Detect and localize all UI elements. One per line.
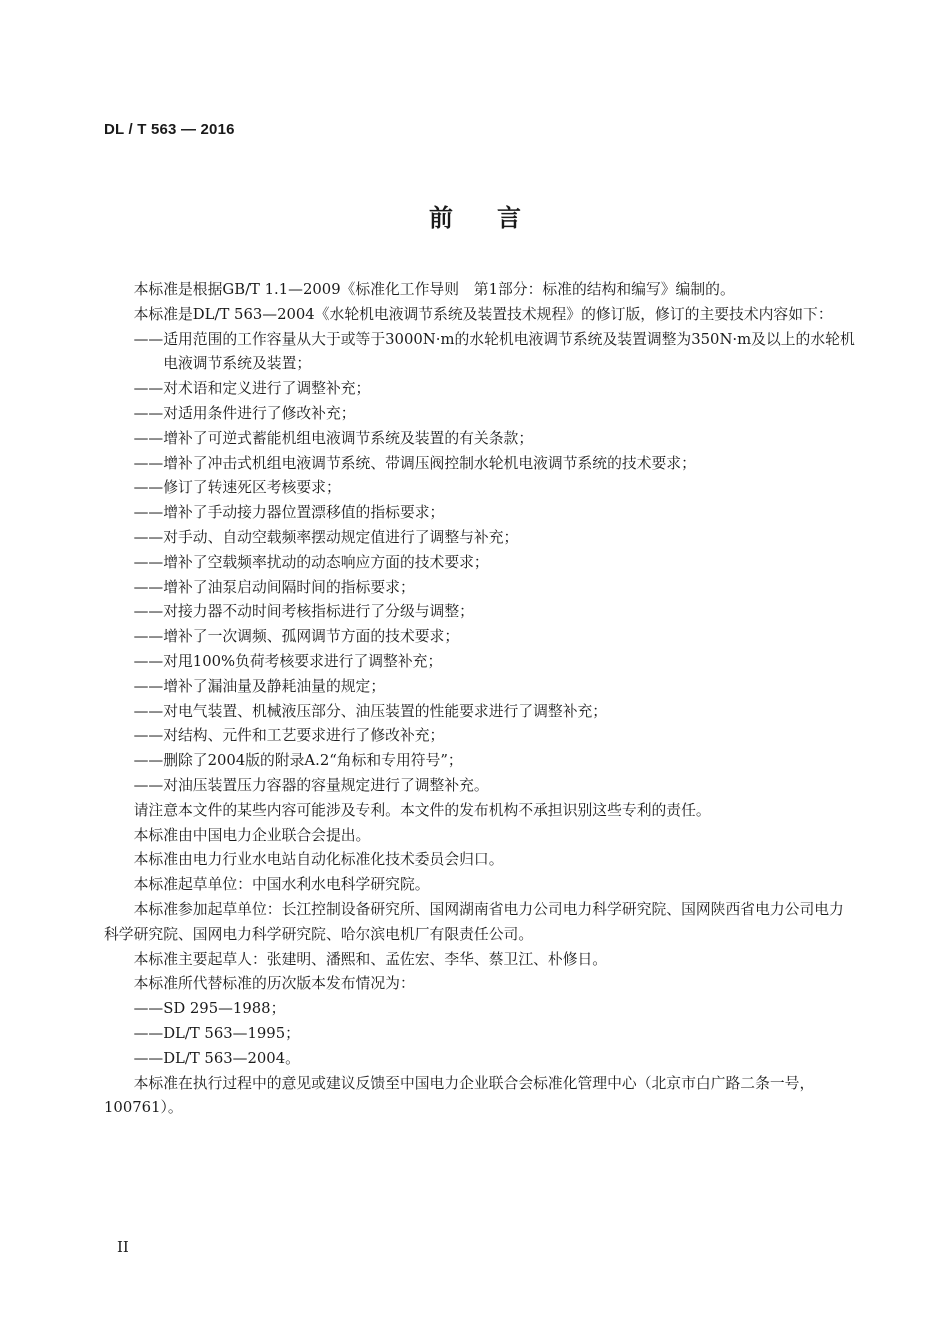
change-item: ——对油压装置压力容器的容量规定进行了调整补充。 — [133, 776, 489, 794]
change-item: ——对电气装置、机械液压部分、油压装置的性能要求进行了调整补充； — [133, 702, 608, 720]
change-item: ——对手动、自动空载频率摆动规定值进行了调整与补充； — [133, 528, 519, 546]
history-intro: 本标准所代替标准的历次版本发布情况为： — [133, 975, 415, 993]
foreword-body — [104, 278, 856, 1121]
change-item: ——增补了漏油量及静耗油量的规定； — [133, 677, 386, 695]
change-item: ——对术语和定义进行了调整补充； — [133, 380, 371, 398]
paragraph-basis: 本标准是根据GB/T 1.1—2009《标准化工作导则 第1部分：标准的结构和编写》编制的。 — [133, 281, 735, 298]
change-item: ——删除了2004版的附录A.2“角标和专用符号”； — [133, 752, 463, 770]
drafting-unit: 本标准起草单位：中国水利水电科学研究院。 — [133, 876, 430, 894]
feedback-address: 本标准在执行过程中的意见或建议反馈至中国电力企业联合会标准化管理中心（北京市白广路二条一号，100761）。 — [104, 1074, 815, 1117]
change-item: ——增补了冲击式机组电液调节系统、带调压阀控制水轮机电液调节系统的技术要求； — [133, 454, 696, 472]
paragraph-revision: 本标准是DL/T 563—2004《水轮机电液调节系统及装置技术规程》的修订版，修订的主要技术内容如下： — [133, 305, 833, 323]
document-code: DL / T 563 — 2016 — [104, 121, 235, 138]
change-item: ——修订了转速死区考核要求； — [133, 479, 341, 497]
change-item: ——对接力器不动时间考核指标进行了分级与调整； — [133, 603, 474, 621]
title-char-1: 前 — [429, 204, 453, 232]
change-item: ——增补了手动接力器位置漂移值的指标要求； — [133, 504, 445, 522]
administrator: 本标准由电力行业水电站自动化标准化技术委员会归口。 — [133, 851, 504, 869]
change-item: ——适用范围的工作容量从大于或等于3000N·m的水轮机电液调节系统及装置调整为350N·m及以上的水轮机电液调节系统及装置； — [133, 330, 855, 373]
change-item: ——增补了油泵启动间隔时间的指标要求； — [133, 578, 415, 596]
page-number: II — [117, 1238, 129, 1256]
change-item: ——对适用条件进行了修改补充； — [133, 404, 356, 422]
change-item: ——对甩100%负荷考核要求进行了调整补充； — [133, 652, 443, 670]
changes-list — [104, 328, 856, 799]
main-drafters: 本标准主要起草人：张建明、潘熙和、孟佐宏、李华、蔡卫江、朴修日。 — [133, 950, 608, 968]
change-item: ——增补了可逆式蓄能机组电液调节系统及装置的有关条款； — [133, 429, 534, 447]
change-item: ——对结构、元件和工艺要求进行了修改补充； — [133, 727, 445, 745]
participating-units: 本标准参加起草单位：长江控制设备研究所、国网湖南省电力公司电力科学研究院、国网陕西省电力公司电力科学研究院、国网电力科学研究院、哈尔滨电机厂有限责任公司。 — [104, 900, 844, 943]
change-item: ——增补了一次调频、孤网调节方面的技术要求； — [133, 628, 460, 646]
history-item: ——DL/T 563—2004。 — [133, 1049, 300, 1067]
history-item: ——DL/T 563—1995； — [133, 1024, 300, 1042]
history-item: ——SD 295—1988； — [133, 1000, 286, 1018]
proposer: 本标准由中国电力企业联合会提出。 — [133, 826, 371, 844]
title-char-2: 言 — [497, 204, 521, 232]
page-title — [0, 198, 950, 233]
history-list — [104, 997, 856, 1071]
patent-notice: 请注意本文件的某些内容可能涉及专利。本文件的发布机构不承担识别这些专利的责任。 — [133, 801, 711, 819]
change-item: ——增补了空载频率扰动的动态响应方面的技术要求； — [133, 553, 489, 571]
